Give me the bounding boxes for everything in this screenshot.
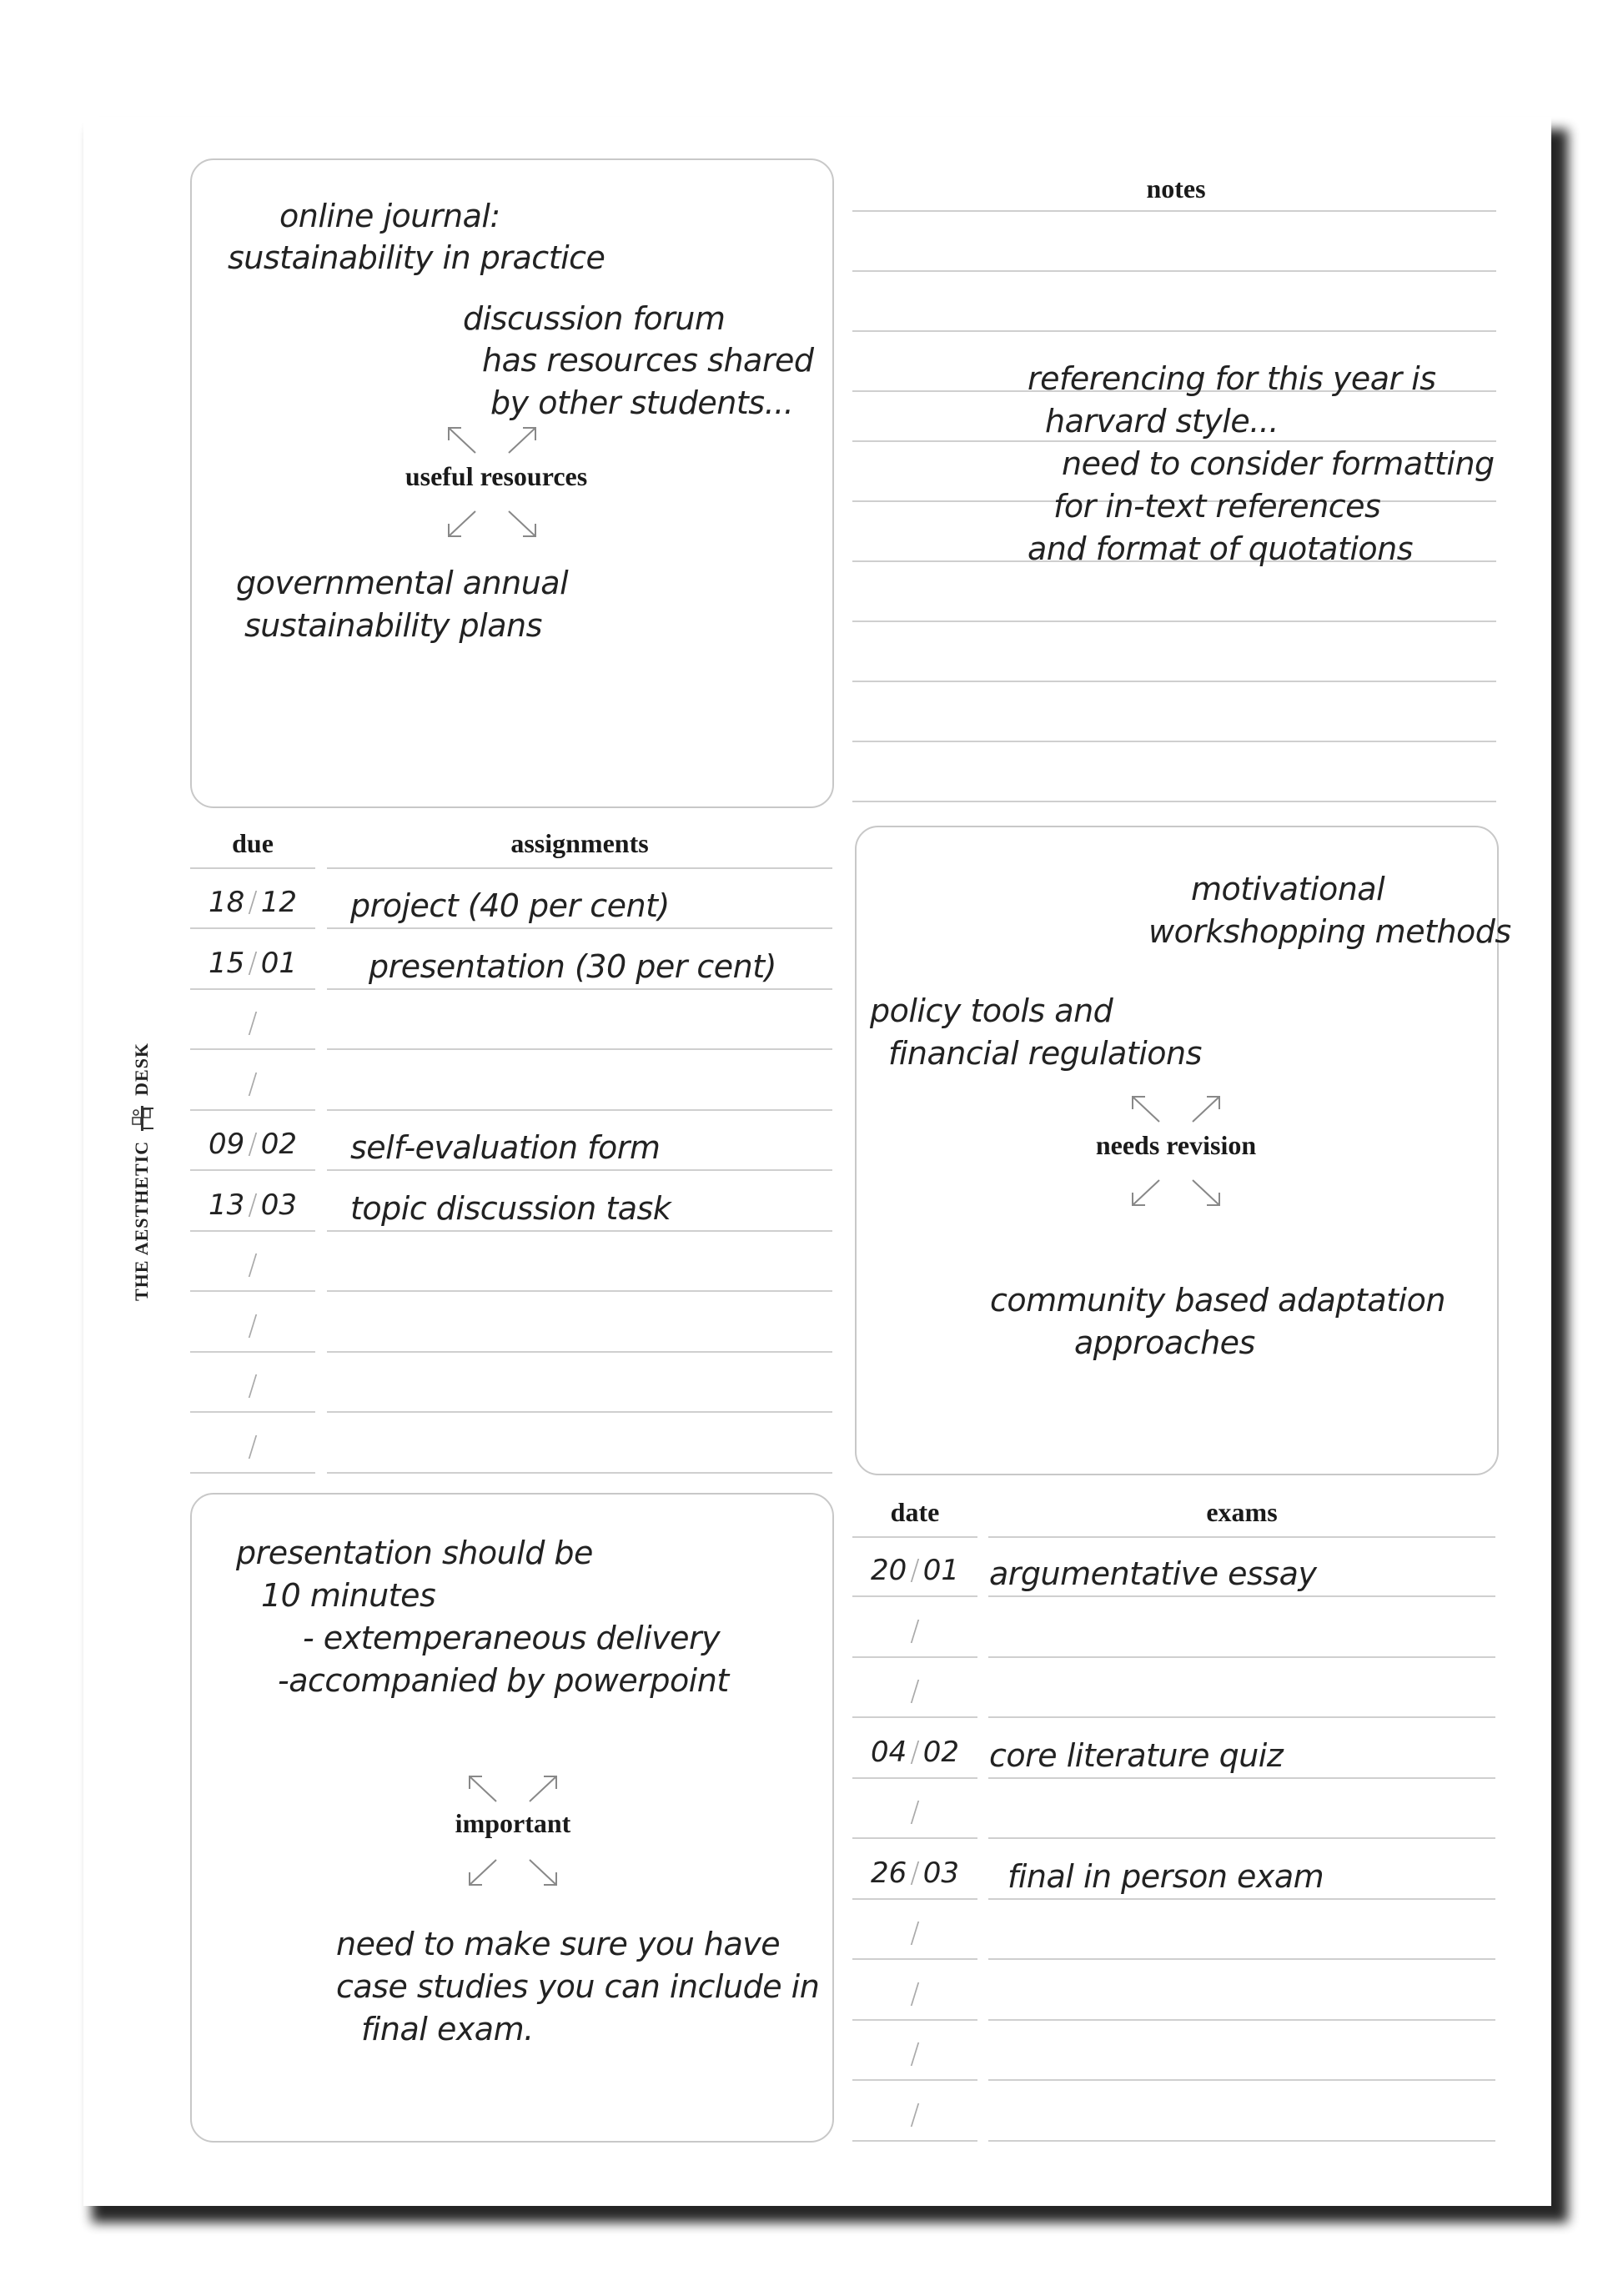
notes-line: referencing for this year is [1028, 360, 1436, 397]
row-rule [852, 2140, 977, 2142]
resource-note: online journal: [279, 198, 500, 234]
row-rule [327, 1109, 832, 1111]
date-separator: / [910, 2098, 920, 2132]
row-rule [988, 1898, 1495, 1900]
notes-line: harvard style... [1045, 403, 1279, 440]
assignments-header: assignments [510, 828, 649, 858]
due-column-header: due [232, 828, 274, 858]
exams-header: exams [1206, 1497, 1278, 1527]
date-month: 01 [260, 946, 297, 980]
resource-note: sustainability plans [244, 607, 542, 644]
row-rule [190, 1411, 315, 1413]
row-rule [190, 1472, 315, 1474]
row-rule [852, 2079, 977, 2081]
row-rule [327, 988, 832, 990]
date-separator: / [248, 886, 258, 919]
date-separator: / [910, 1554, 920, 1587]
row-rule [852, 1898, 977, 1900]
date-separator: / [910, 1675, 920, 1708]
resource-note: by other students... [490, 384, 794, 421]
row-rule [327, 1351, 832, 1353]
notes-rule [852, 741, 1496, 742]
date-separator: / [910, 1977, 920, 2011]
date-day: 04 [871, 1735, 907, 1769]
date-day: 20 [871, 1554, 907, 1587]
due-date-cell[interactable] [190, 1068, 315, 1101]
row-rule [327, 1290, 832, 1292]
date-day: 09 [209, 1128, 245, 1161]
resource-note: sustainability in practice [228, 239, 605, 276]
due-date-cell[interactable] [190, 886, 315, 919]
due-date-cell[interactable] [190, 1188, 315, 1222]
notes-rule [852, 620, 1496, 622]
due-date-cell[interactable] [852, 2037, 977, 2071]
date-separator: / [248, 1429, 258, 1464]
row-rule [190, 1169, 315, 1171]
notes-rule [852, 801, 1496, 802]
row-rule [988, 1837, 1495, 1839]
assignment-task[interactable]: self-evaluation form [350, 1129, 661, 1166]
date-month: 01 [922, 1554, 959, 1587]
date-separator: / [910, 1796, 920, 1829]
row-rule [988, 2019, 1495, 2021]
resource-note: has resources shared [482, 342, 814, 379]
notes-rule [852, 330, 1496, 332]
row-rule [852, 1656, 977, 1658]
date-separator: / [248, 1067, 258, 1101]
exam-name[interactable]: core literature quiz [989, 1736, 1284, 1774]
assignment-task[interactable]: topic discussion task [350, 1189, 671, 1227]
due-date-cell[interactable] [852, 1615, 977, 1648]
row-rule [988, 1777, 1495, 1779]
date-month: 12 [260, 886, 297, 919]
date-day: 13 [209, 1188, 245, 1222]
revision-note: motivational [1191, 871, 1385, 907]
assignment-task[interactable]: presentation (30 per cent) [369, 947, 776, 985]
important-note: presentation should be [236, 1535, 593, 1571]
assignments-header-rule [190, 867, 315, 869]
date-separator: / [248, 1188, 258, 1222]
notes-rule [852, 270, 1496, 272]
important-note: -accompanied by powerpoint [278, 1662, 729, 1699]
revision-note: approaches [1074, 1324, 1255, 1361]
important-heading: important [455, 1808, 571, 1838]
exam-name[interactable]: argumentative essay [989, 1555, 1317, 1592]
row-rule [327, 1048, 832, 1050]
due-date-cell[interactable] [190, 1007, 315, 1040]
row-rule [190, 1351, 315, 1353]
assignment-task[interactable]: project (40 per cent) [350, 887, 670, 924]
revision-note: financial regulations [888, 1035, 1202, 1072]
important-note: - extemperaneous delivery [303, 1620, 721, 1656]
row-rule [852, 1837, 977, 1839]
due-date-cell[interactable] [852, 1554, 977, 1587]
important-note: 10 minutes [261, 1577, 436, 1614]
row-rule [327, 1169, 832, 1171]
due-date-cell[interactable] [852, 1736, 977, 1769]
date-separator: / [248, 1128, 258, 1161]
due-date-cell[interactable] [852, 1796, 977, 1829]
date-separator: / [248, 1369, 258, 1403]
date-separator: / [248, 1248, 258, 1282]
due-date-cell[interactable] [190, 947, 315, 980]
notes-line: for in-text references [1053, 488, 1381, 525]
due-date-cell[interactable] [852, 1977, 977, 2011]
row-rule [190, 988, 315, 990]
exams-header-rule [988, 1536, 1495, 1538]
date-month: 03 [922, 1856, 959, 1890]
date-day: 26 [871, 1856, 907, 1890]
due-date-cell[interactable] [190, 1430, 315, 1464]
row-rule [190, 1109, 315, 1111]
date-day: 15 [209, 946, 245, 980]
date-separator: / [910, 1917, 920, 1950]
important-note: need to make sure you have [336, 1926, 781, 1962]
due-date-cell[interactable] [852, 1917, 977, 1950]
row-rule [988, 1716, 1495, 1718]
notes-line: need to consider formatting [1062, 445, 1495, 482]
assignments-header-rule [327, 867, 832, 869]
row-rule [988, 1958, 1495, 1960]
revision-note: community based adaptation [990, 1282, 1445, 1319]
row-rule [852, 1716, 977, 1718]
date-month: 03 [260, 1188, 297, 1222]
exam-name[interactable]: final in person exam [1007, 1857, 1324, 1895]
row-rule [988, 2079, 1495, 2081]
row-rule [327, 1472, 832, 1474]
exams-header-rule [852, 1536, 977, 1538]
date-separator: / [910, 1614, 920, 1648]
date-month: 02 [260, 1128, 297, 1161]
row-rule [327, 1230, 832, 1232]
date-day: 18 [209, 886, 245, 919]
row-rule [327, 927, 832, 929]
due-date-cell[interactable] [190, 1248, 315, 1282]
row-rule [190, 1290, 315, 1292]
row-rule [327, 1411, 832, 1413]
date-separator: / [248, 1007, 258, 1040]
date-column-header: date [890, 1497, 940, 1527]
notes-line: and format of quotations [1028, 530, 1414, 567]
row-rule [852, 1595, 977, 1597]
due-date-cell[interactable] [852, 1675, 977, 1708]
resource-note: discussion forum [463, 300, 726, 337]
row-rule [852, 1958, 977, 1960]
date-separator: / [910, 1735, 920, 1769]
date-month: 02 [922, 1735, 959, 1769]
row-rule [190, 1048, 315, 1050]
resource-note: governmental annual [236, 565, 569, 601]
due-date-cell[interactable] [852, 2098, 977, 2132]
notes-rule [852, 210, 1496, 212]
row-rule [852, 1777, 977, 1779]
date-separator: / [248, 1309, 258, 1343]
important-note: case studies you can include in [336, 1968, 820, 2005]
notes-heading: notes [1146, 173, 1206, 203]
date-separator: / [248, 946, 258, 980]
row-rule [190, 1230, 315, 1232]
row-rule [852, 2019, 977, 2021]
revision-note: workshopping methods [1148, 913, 1511, 950]
row-rule [988, 1656, 1495, 1658]
due-date-cell[interactable] [852, 1856, 977, 1890]
brand-logo [129, 1042, 154, 1301]
brand-text-left: THE AESTHETIC [131, 1140, 152, 1301]
important-note: final exam. [361, 2011, 534, 2047]
revision-note: policy tools and [870, 992, 1113, 1029]
row-rule [988, 1595, 1495, 1597]
useful-resources-heading: useful resources [404, 461, 588, 491]
date-separator: / [910, 1856, 920, 1890]
desk-icon [129, 1104, 154, 1133]
row-rule [988, 2140, 1495, 2142]
due-date-cell[interactable] [190, 1369, 315, 1403]
brand-text-right: DESK [131, 1042, 152, 1096]
due-date-cell[interactable] [190, 1309, 315, 1343]
due-date-cell[interactable] [190, 1128, 315, 1161]
row-rule [190, 927, 315, 929]
needs-revision-heading: needs revision [1095, 1130, 1257, 1160]
notes-rule [852, 681, 1496, 682]
date-separator: / [910, 2037, 920, 2071]
